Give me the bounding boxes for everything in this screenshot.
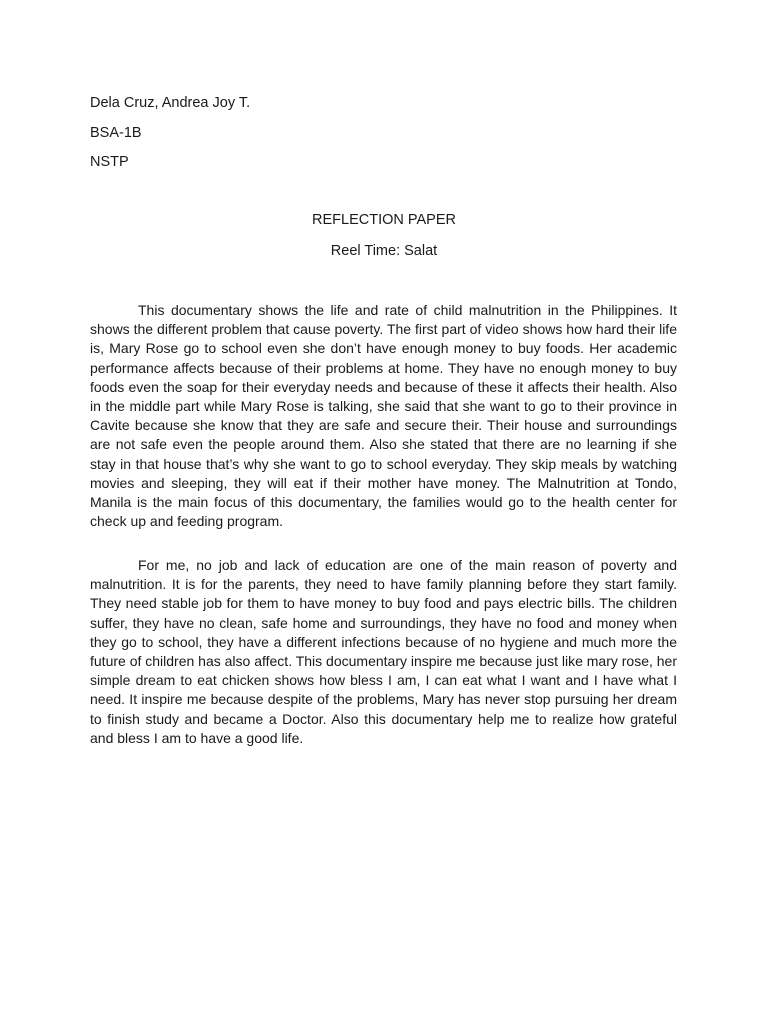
author-name: Dela Cruz, Andrea Joy T. (90, 95, 251, 111)
paper-subtitle: Reel Time: Salat (330, 243, 438, 259)
body-paragraph-1 (90, 301, 677, 531)
course-name: NSTP (90, 154, 129, 170)
author-section: BSA-1B (90, 125, 142, 141)
body-paragraph-1-text: This documentary shows the life and rate of child malnutrition in the Philippines. It shows the different problem that cause poverty. The first part of video shows how hard their life is, Mary Rose go to school even she don’t have enough money to buy foods. Her academic performance affects because of their problems at home. They have no enough money to buy foods even the soap for their everyday needs and because of these it affects their health. Also in the middle part while Mary Rose is talking, she said that she want to go to their province in Cavite because she know that they are safe and secure their. Their house and surroundings are not safe even the people around them. Also she stated that there are no learning if she stay in that house that’s why she want to go to school everyday. They skip meals by watching movies and sleeping, they will eat if their mother have money. The Malnutrition at Tondo, Manila is the main focus of this documentary, the families would go to the health center for check up and feeding program. (90, 302, 677, 530)
body-paragraph-2-text: For me, no job and lack of education are one of the main reason of poverty and malnutrition. It is for the parents, they need to have family planning before they start family. They need stable job for them to have money to buy food and pays electric bills. The children suffer, they have no clean, safe home and surroundings, they have no food and money when they go to school, they have a different infections because of no hygiene and much more the future of children has also affect. This documentary inspire me because just like mary rose, her simple dream to eat chicken shows how bless I am, I can eat what I want and I have what I need. It inspire me because despite of the problems, Mary has never stop pursuing her dream to finish study and became a Doctor. Also this documentary help me to realize how grateful and bless I am to have a good life. (90, 557, 677, 746)
paper-title: REFLECTION PAPER (312, 212, 456, 228)
body-paragraph-2 (90, 556, 677, 748)
